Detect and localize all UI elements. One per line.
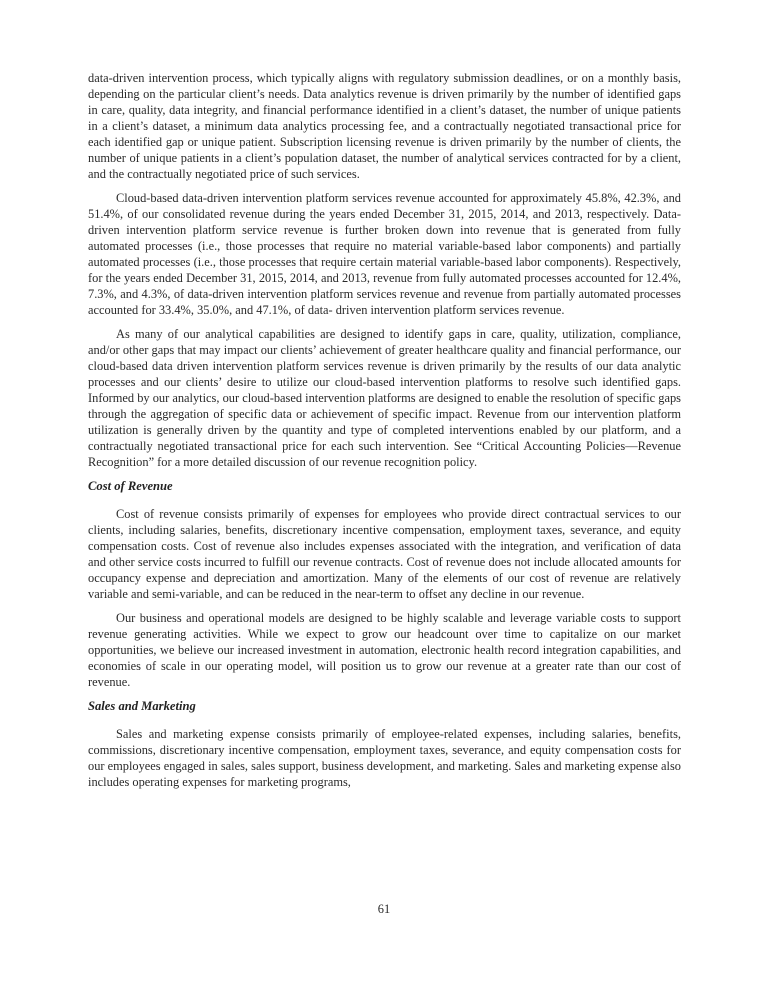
paragraph-cost-of-revenue-scalability: Our business and operational models are designed to be highly scalable and leverage variable costs to support revenue generating activities. While we expect to grow our headcount over time to capitalize on our market opportunities, we believe our increased investment in automation, electronic health record integration capabilities, and economies of scale in our operating model, will position us to grow our revenue at a greater rate than our cost of revenue. [88, 611, 681, 689]
page-number: 61 [377, 902, 391, 916]
paragraph-revenue-drivers-continuation: data-driven intervention process, which typically aligns with regulatory submission deadlines, or on a monthly basis, depending on the particular client’s needs. Data analytics revenue is driven primarily by the number of identified gaps in care, quality, data integrity, and financial performance identified in a client’s dataset, the number of unique patients in a client’s dataset, a minimum data analytics processing fee, and a contractually negotiated transactional price for each identified gap or unique patient. Subscription licensing revenue is driven primarily by the number of clients, the number of unique patients in a client’s population dataset, the number of analytical services contracted for by a client, and the contractually negotiated price of such services. [88, 71, 681, 181]
paragraph-cloud-platform-revenue: Cloud-based data-driven intervention platform services revenue accounted for approximately 45.8%, 42.3%, and 51.4%, of our consolidated revenue during the years ended December 31, 2015, 2014, and 2013, respectively. Data-driven intervention platform service revenue is further broken down into revenue that is generated from fully automated processes (i.e., those processes that require no material variable-based labor components) and partially automated processes (i.e., those processes that require certain material variable-based labor components). Respectively, for the years ended December 31, 2015, 2014, and 2013, revenue from fully automated processes accounted for 12.4%, 7.3%, and 4.3%, of data-driven intervention platform services revenue and revenue from partially automated processes accounted for 33.4%, 35.0%, and 47.1%, of data- driven intervention platform services revenue. [88, 191, 681, 317]
paragraph-sales-and-marketing-expense: Sales and marketing expense consists primarily of employee-related expenses, including salaries, benefits, commissions, discretionary incentive compensation, employment taxes, severance, and equity compensation costs for our employees engaged in sales, sales support, business development, and marketing. Sales and marketing expense also includes operating expenses for marketing programs, [88, 727, 681, 789]
page-body [88, 70, 681, 798]
paragraph-analytical-capabilities: As many of our analytical capabilities are designed to identify gaps in care, quality, utilization, compliance, and/or other gaps that may impact our clients’ achievement of greater healthcare quality and financial performance, our cloud-based data driven intervention platform services revenue is driven primarily by the results of our data analytic processes and our clients’ desire to utilize our cloud-based intervention platforms to resolve such identified gaps. Informed by our analytics, our cloud-based intervention platforms are designed to enable the resolution of specific gaps through the aggregation of specific data or achievement of specific impact. Revenue from our intervention platform utilization is generally driven by the quantity and type of completed interventions enabled by our platform, and a contractually negotiated transactional price for each such intervention. See “Critical Accounting Policies—Revenue Recognition” for a more detailed discussion of our revenue recognition policy. [88, 327, 681, 469]
heading-sales-and-marketing: Sales and Marketing [88, 699, 196, 713]
paragraph-cost-of-revenue-composition: Cost of revenue consists primarily of expenses for employees who provide direct contractual services to our clients, including salaries, benefits, discretionary incentive compensation, employment taxes, severance, and equity compensation costs. Cost of revenue also includes expenses associated with the integration, and verification of data and other service costs incurred to fulfill our revenue contracts. Cost of revenue does not include allocated amounts for occupancy expense and depreciation and amortization. Many of the elements of our cost of revenue are relatively variable and semi-variable, and can be reduced in the near-term to offset any decline in our revenue. [88, 507, 681, 601]
heading-cost-of-revenue: Cost of Revenue [88, 479, 173, 493]
